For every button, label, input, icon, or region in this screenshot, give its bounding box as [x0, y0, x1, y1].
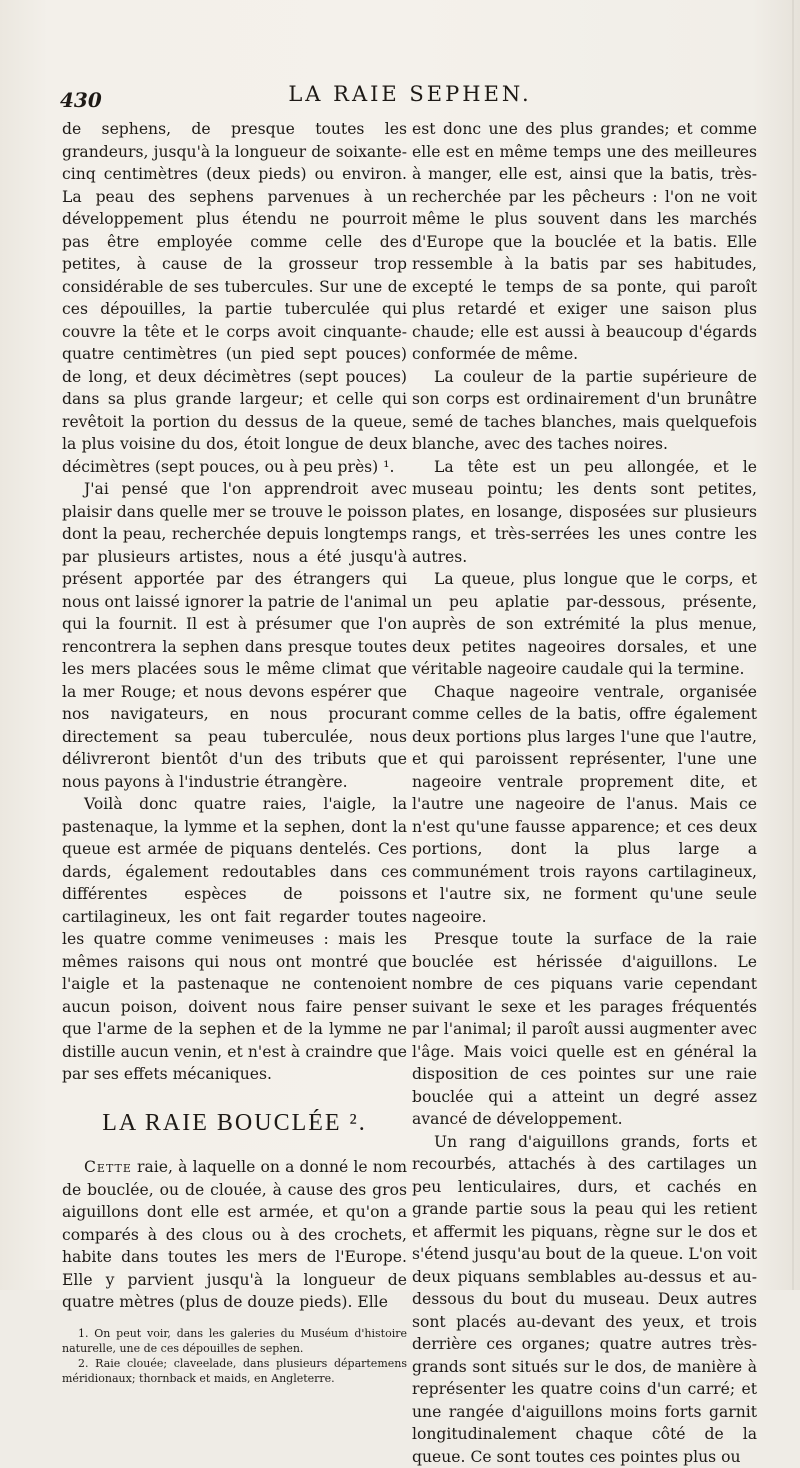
paragraph: La queue, plus longue que le corps, et un peu aplatie par-dessous, présente, auprès de son extrémité la plus menue, deux petites nageoires dorsales, et une véritable nageoire caudale qui la termine. — [412, 568, 757, 681]
paragraph: Voilà donc quatre raies, l'aigle, la pastenaque, la lymme et la sephen, dont la queue est armée de piquans dentelés. Ces dards, également redoutables dans ces différentes espèces de poissons cartilagineux, les ont fait regarder toutes les quatre comme venimeuses : mais les mêmes raisons qui nous ont montré que l'aigle et la pastenaque ne contenoient aucun poison, doivent nous faire penser que l'arme de la sephen et de la lymme ne distille aucun venin, et n'est à craindre que par ses effets mécaniques. — [62, 793, 407, 1086]
footnotes — [62, 1326, 407, 1386]
paragraph: de sephens, de presque toutes les grandeurs, jusqu'à la longueur de soixante-cinq centimètres (deux pieds) ou environ. La peau des sephens parvenues à un développement plus étendu ne pourroit pas être employée comme celle des petites, à cause de la grosseur trop considérable de ses tubercules. Sur une de ces dépouilles, la partie tuberculée qui couvre la tête et le corps avoit cinquante-quatre centimètres (un pied sept pouces) de long, et deux décimètres (sept pouces) dans sa plus grande largeur; et celle qui revêtoit la portion du dessus de la queue, la plus voisine du dos, étoit longue de deux décimètres (sept pouces, ou à peu près) ¹. — [62, 118, 407, 478]
page-edge-shadow — [792, 0, 794, 1290]
page-number: 430 — [60, 88, 102, 112]
running-title: LA RAIE SEPHEN. — [60, 82, 760, 106]
paragraph: est donc une des plus grandes; et comme elle est en même temps une des meilleures à manger, elle est, ainsi que la batis, très-recherchée par les pêcheurs : l'on ne voit même le plus souvent dans les marchés d'Europe que la bouclée et la batis. Elle ressemble à la batis par ses habitudes, excepté le temps de sa ponte, qui paroît plus retardé et exiger une saison plus chaude; elle est aussi à beaucoup d'égards conformée de même. — [412, 118, 757, 366]
paragraph: Un rang d'aiguillons grands, forts et recourbés, attachés à des cartilages un peu lenticulaires, durs, et cachés en grande partie sous la peau qui les retient et affermit les piquans, règne sur le dos et s'étend jusqu'au bout de la queue. L'on voit deux piquans semblables au-dessus et au-dessous du bout du museau. Deux autres sont placés au-devant des yeux, et trois derrière ces organes; quatre autres très-grands sont situés sur le dos, de manière à représenter les quatre coins d'un carré; et une rangée d'aiguillons moins forts garnit longitudinalement chaque côté de la queue. Ce sont toutes ces pointes plus ou — [412, 1131, 757, 1468]
paragraph: Chaque nageoire ventrale, organisée comme celles de la batis, offre également deux portions plus larges l'une que l'autre, et qui paroissent représenter, l'une une nageoire ventrale proprement dite, et l'autre une nageoire de l'anus. Mais ce n'est qu'une fausse apparence; et ces deux portions, dont la plus large a communément trois rayons cartilagineux, et l'autre six, ne forment qu'une seule nageoire. — [412, 681, 757, 929]
paragraph: Presque toute la surface de la raie bouclée est hérissée d'aiguillons. Le nombre de ces piquans varie cependant suivant le sexe et les parages fréquentés par l'animal; il paroît aussi augmenter avec l'âge. Mais voici quelle est en général la disposition de ces pointes sur une raie bouclée qui a atteint un degré assez avancé de développement. — [412, 928, 757, 1131]
section-title: LA RAIE BOUCLÉE ². — [62, 1112, 407, 1135]
right-column — [412, 118, 757, 1178]
left-column — [62, 118, 407, 1178]
paragraph: La tête est un peu allongée, et le museau pointu; les dents sont petites, plates, en losange, disposées sur plusieurs rangs, et très-serrées les unes contre les autres. — [412, 456, 757, 569]
footnote: 1. On peut voir, dans les galeries du Muséum d'histoire naturelle, une de ces dépouilles de sephen. — [62, 1326, 407, 1356]
paragraph — [62, 1156, 407, 1314]
page-header — [60, 80, 760, 116]
paragraph-text: raie, à laquelle on a donné le nom de bouclée, ou de clouée, à cause des gros aiguillons dont elle est armée, et qu'on a comparés à des clous ou à des crochets, habite dans toutes les mers de l'Europe. Elle y parvient jusqu'à la longueur de quatre mètres (plus de douze pieds). Elle — [62, 1158, 407, 1311]
lead-word: Cette — [84, 1158, 132, 1176]
footnote: 2. Raie clouée; claveelade, dans plusieurs départemens méridionaux; thornback et maids, en Angleterre. — [62, 1356, 407, 1386]
paragraph: J'ai pensé que l'on apprendroit avec plaisir dans quelle mer se trouve le poisson dont la peau, recherchée depuis longtemps par plusieurs artistes, nous a été jusqu'à présent apportée par des étrangers qui nous ont laissé ignorer la patrie de l'animal qui la fournit. Il est à présumer que l'on rencontrera la sephen dans presque toutes les mers placées sous le même climat que la mer Rouge; et nous devons espérer que nos navigateurs, en nous procurant directement sa peau tuberculée, nous délivreront bientôt d'un des tributs que nous payons à l'industrie étrangère. — [62, 478, 407, 793]
paragraph: La couleur de la partie supérieure de son corps est ordinairement d'un brunâtre semé de taches blanches, mais quelquefois blanche, avec des taches noires. — [412, 366, 757, 456]
